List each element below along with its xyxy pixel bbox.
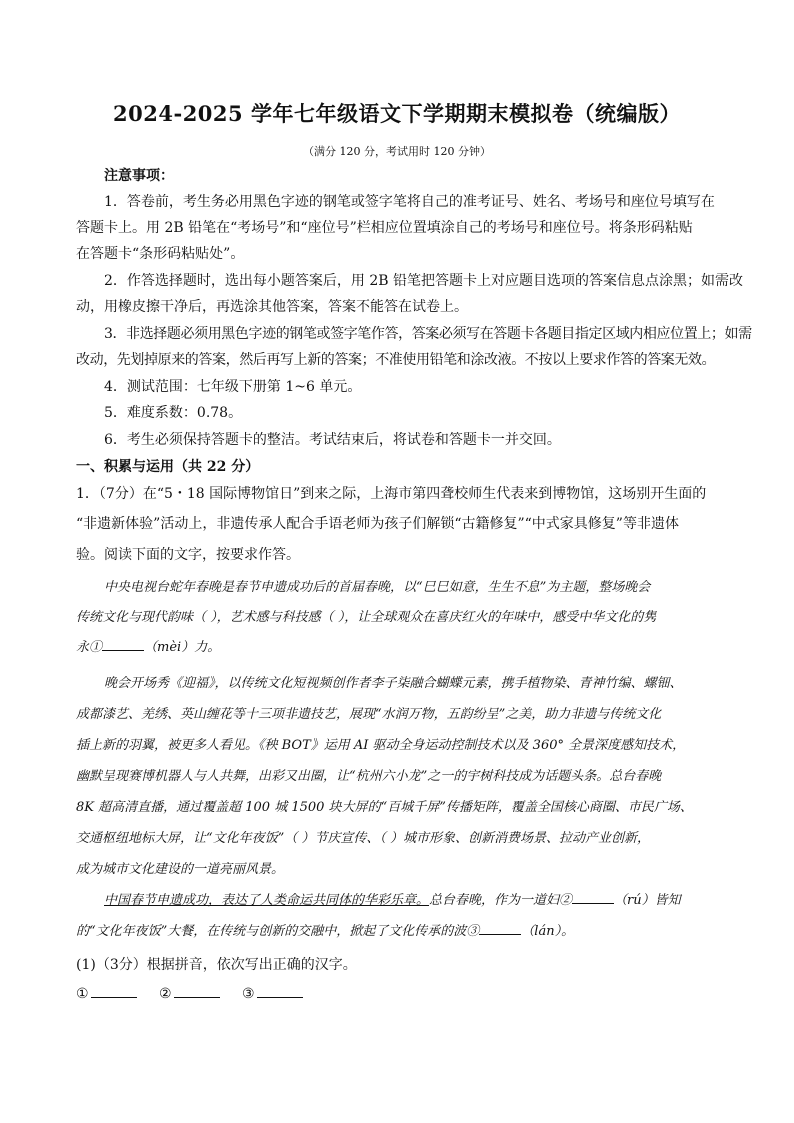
answer-blank[interactable] — [257, 985, 303, 998]
underlined-sentence: 中国春节申遗成功，表达了人类命运共同体的华彩乐章。 — [104, 893, 430, 908]
notice-line: 改动，先划掉原来的答案，然后再写上新的答案；不准使用铅笔和涂改液。不按以上要求作答的答案无效。 — [76, 352, 716, 368]
passage-text: 总台春晚，作为一道妇② — [429, 893, 573, 908]
passage-line — [76, 638, 726, 658]
question-intro-line: “非遗新体验”活动上，非遗传承人配合手语老师为孩子们解锁“古籍修复”“中式家具修复”等非遗体 — [76, 516, 679, 532]
sub-question: (1)（3分）根据拼音，依次写出正确的汉字。 — [76, 957, 357, 973]
fill-blank[interactable] — [479, 922, 521, 935]
question-intro-line: 验。阅读下面的文字，按要求作答。 — [76, 547, 300, 563]
notice-heading: 注意事项： — [104, 168, 174, 184]
passage-line: 成都漆艺、羌绣、英山缠花等十三项非遗技艺，展现“水润万物，五韵纷呈”之美，助力非遗与传统文化 — [76, 707, 662, 722]
passage-text: （rú）皆知 — [614, 893, 681, 908]
passage-text: （lán）。 — [521, 924, 575, 939]
page-subtitle: （满分 120 分，考试用时 120 分钟） — [303, 145, 491, 158]
answer-label: ② — [159, 986, 172, 1002]
question-intro-line: 1．（7分）在“5・18 国际博物馆日”到来之际，上海市第四聋校师生代表来到博物馆，这场别开生面的 — [76, 486, 707, 502]
answer-blanks — [76, 985, 321, 1002]
notice-line: 2．作答选择题时，选出每小题答案后，用 2B 铅笔把答题卡上对应题目选项的答案信息点涂黑；如需改 — [104, 273, 744, 289]
notice-line: 1．答卷前，考生务必用黑色字迹的钢笔或签字笔将自己的准考证号、姓名、考场号和座位号填写在 — [104, 194, 715, 210]
notice-line: 答题卡上。用 2B 铅笔在“考场号”和“座位号”栏相应位置填涂自己的考场号和座位号。将条形码粘贴 — [76, 220, 693, 236]
answer-blank[interactable] — [174, 985, 220, 998]
page-title: 2024-2025 学年七年级语文下学期期末模拟卷（统编版） — [113, 101, 681, 126]
passage-text: （mèi）力。 — [144, 640, 221, 655]
passage-line: 成为城市文化建设的一道亮丽风景。 — [76, 862, 285, 877]
answer-blank[interactable] — [91, 985, 137, 998]
answer-label: ① — [76, 986, 89, 1002]
answer-label: ③ — [242, 986, 255, 1002]
passage-text: 的“文化年夜饭”大餐，在传统与创新的交融中，掀起了文化传承的波③ — [76, 924, 480, 939]
notice-line: 3．非选择题必须用黑色字迹的钢笔或签字笔作答，答案必须写在答题卡各题目指定区域内相应位置上；如需 — [104, 326, 752, 342]
passage-line — [104, 891, 726, 911]
passage-line: 8K 超高清直播，通过覆盖超 100 城 1500 块大屏的“百城千屏”传播矩阵，覆盖全国核心商圈、市民广场、 — [76, 800, 693, 815]
section-heading: 一、积累与运用（共 22 分） — [76, 459, 260, 475]
passage-line: 传统文化与现代韵味（ ），艺术感与科技感（ ），让全球观众在喜庆红火的年味中，感受中华文化的隽 — [76, 610, 657, 625]
passage-line: 交通枢纽地标大屏，让“文化年夜饭”（ ）节庆宣传、（ ）城市形象、创新消费场景、拉动产业创新， — [76, 831, 651, 846]
passage-line: 中央电视台蛇年春晚是春节申遗成功后的首届春晚，以“巳巳如意，生生不息”为主题，整场晚会 — [104, 580, 651, 595]
passage-line — [76, 922, 726, 942]
passage-line: 插上新的羽翼，被更多人看见。《秧 BOT》运用 AI 驱动全身运动控制技术以及 360° 全景深度感知技术， — [76, 738, 686, 753]
passage-text: 永① — [76, 640, 103, 655]
passage-line: 晚会开场秀《迎福》，以传统文化短视频创作者李子柒融合蝴蝶元素，携手植物染、青神竹编、螺钿、 — [104, 676, 683, 691]
notice-line: 5．难度系数：0.78。 — [104, 405, 243, 421]
notice-line: 4．测试范围：七年级下册第 1~6 单元。 — [104, 379, 362, 395]
notice-line: 在答题卡“条形码粘贴处”。 — [76, 246, 245, 262]
notice-line: 动，用橡皮擦干净后，再选涂其他答案，答案不能答在试卷上。 — [76, 299, 468, 315]
fill-blank[interactable] — [102, 638, 144, 651]
passage-line: 幽默呈现赛博机器人与人共舞，出彩又出圈，让“杭州六小龙”之一的宇树科技成为话题头条。总台春晚 — [76, 769, 662, 784]
fill-blank[interactable] — [572, 891, 614, 904]
notice-line: 6．考生必须保持答题卡的整洁。考试结束后，将试卷和答题卡一并交回。 — [104, 432, 561, 448]
